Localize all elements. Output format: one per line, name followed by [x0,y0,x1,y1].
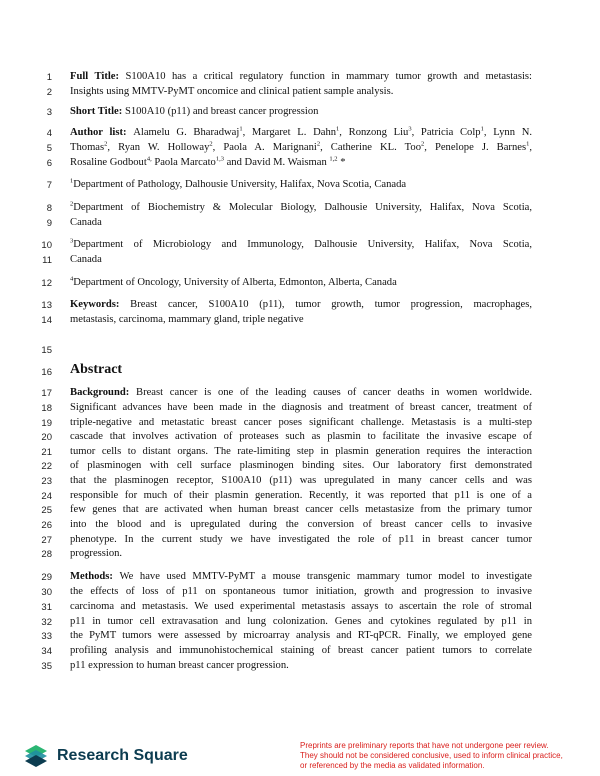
text-line [70,518,532,532]
text-run: Department of Pathology, Dalhousie University, Halifax, Nova Scotia, Canada [73,179,407,190]
affiliation-superscript: 1 [480,126,484,133]
affiliation-superscript: 1 [70,178,74,185]
text-line [70,459,532,473]
text-line [70,489,532,503]
preprint-notice-line: They should not be considered conclusive, used to inform clinical practice, [300,751,563,760]
text-run: Thomas [70,142,105,153]
line-number: 7 [46,180,52,191]
affiliation-superscript: 3 [408,126,412,133]
affiliation-superscript: 2 [104,141,108,148]
line-number: 21 [41,447,52,458]
affiliation-superscript: 1,3 [215,156,224,163]
line-number: 2 [46,87,52,98]
text-line [70,386,532,400]
text-line [70,216,532,230]
line-number: 23 [41,476,52,487]
line-number: 32 [41,617,52,628]
affiliation-superscript: 2 [209,141,213,148]
text-line [70,156,532,170]
text-run: that the plasminogen receptor, S100A10 (p11) was upregulated in many cancer cells and was [70,475,532,486]
line-number: 24 [41,491,52,502]
field-label: Methods: [70,571,120,582]
line-number: 6 [46,158,52,169]
text-run: p11 expression to human breast cancer progression. [70,660,289,671]
line-number: 9 [46,218,52,229]
text-run: tumor cells to distant organs. The rate-limiting step in plasmin generation requires the interaction [70,446,532,457]
text-run: the PyMT tumors were assessed by microarray analysis and RT-qPCR. Finally, we employed gene [70,630,532,641]
text-line [70,126,532,140]
text-line [70,474,532,488]
text-run: S100A10 has a critical regulatory function in mammary tumor growth and metastasis: [125,71,532,82]
text-run: triple-negative and metastatic breast cancer poses significant challenge. Metastasis is a multi-step [70,417,532,428]
field-label: Short Title: [70,106,125,117]
text-line [70,363,532,378]
preprint-notice [300,741,600,771]
line-number: 26 [41,520,52,531]
text-run: Canada [70,217,102,228]
text-run: the effects of loss of p11 on spontaneous tumor initiation, growth and progression to invasive [70,586,532,597]
text-run: Breast cancer, S100A10 (p11), tumor growth, tumor progression, macrophages, [130,299,532,310]
field-label: Keywords: [70,299,131,310]
text-run: , Penelope J. Barnes [424,142,527,153]
text-run: , Lynn N. [483,127,532,138]
affiliation-superscript: 1 [526,141,530,148]
text-line [70,85,532,99]
line-number: 11 [42,255,52,266]
text-line [70,533,532,547]
text-run: Department of Microbiology and Immunology, Dalhousie University, Halifax, Nova Scotia, [73,239,532,250]
text-run: Department of Biochemistry & Molecular Biology, Dalhousie University, Halifax, Nova Scotia, [73,202,532,213]
affiliation-superscript: 2 [316,141,321,148]
line-number: 3 [46,107,52,118]
affiliation-superscript: 1 [239,126,243,133]
text-run: profiling analysis and immunohistochemical staining of breast cancer patient tumors to correlate [70,645,532,656]
text-line [70,253,532,267]
line-number: 35 [41,661,52,672]
text-line [70,503,532,517]
preprint-notice-line: or referenced by the media as validated information. [300,761,485,770]
line-number: 17 [41,388,52,399]
text-line [70,430,532,444]
text-run: Paola Marcato [151,157,216,168]
line-number: 22 [41,461,52,472]
text-line [70,401,532,415]
text-run: Alamelu G. Bharadwaj [133,127,240,138]
brand-name: Research Square [57,747,188,764]
text-run: Department of Oncology, University of Alberta, Edmonton, Alberta, Canada [73,277,397,288]
text-run: , Catherine KL. Too [320,142,421,153]
text-line [70,238,532,252]
text-run: * [337,157,346,168]
affiliation-superscript: 3 [70,238,74,245]
text-run: Canada [70,254,102,265]
text-line [70,70,532,84]
text-line [70,600,532,614]
text-line [70,629,532,643]
text-line [70,416,532,430]
line-number: 13 [41,300,52,311]
text-run: , Ryan W. Holloway [107,142,210,153]
text-run: phenotype. In the current study we have investigated the role of p11 in breast cancer tumor [70,534,532,545]
line-number: 1 [46,72,52,83]
line-number: 33 [41,631,52,642]
text-run: of plasminogen with cell surface plasminogen binding sites. Our laboratory first demonstrated [70,460,532,471]
text-run: We have used MMTV-PyMT a mouse transgenic mammary tumor model to investigate [119,571,532,582]
text-line [70,105,532,119]
text-run: Rosaline Godbout [70,157,147,168]
line-number: 29 [41,572,52,583]
text-run: , Patricia Colp [411,127,481,138]
text-line [70,445,532,459]
research-square-logo-icon [23,743,49,769]
text-line [70,313,532,327]
line-number: 14 [41,315,52,326]
text-run: responsible for much of their plasmin generation. Recently, it was reported that p11 is one of a [70,490,532,501]
text-run: Breast cancer is one of the leading causes of cancer deaths in women worldwide. [136,387,532,398]
field-label: Background: [70,387,136,398]
text-run: , Margaret L. Dahn [242,127,337,138]
section-heading: Abstract [70,363,123,377]
text-line [70,141,532,155]
preprint-notice-line: Preprints are preliminary reports that have not undergone peer review. [300,741,549,750]
text-run: , Paola A. Marignani [212,142,317,153]
line-number: 31 [41,602,52,613]
line-number: 12 [41,278,52,289]
affiliation-superscript: 2 [70,201,74,208]
text-run: S100A10 (p11) and breast cancer progression [124,106,319,117]
affiliation-superscript: 4 [70,276,74,283]
research-square-logo[interactable] [23,743,188,769]
text-line [70,644,532,658]
text-line [70,276,532,290]
text-run: few genes that are activated when human breast cancer cells metastasize from the primary tumor [70,504,532,515]
line-number: 16 [41,367,52,378]
text-line [70,547,532,561]
line-number: 18 [41,403,52,414]
line-number: 5 [46,143,52,154]
text-line [70,659,532,673]
line-number: 15 [41,345,52,356]
line-number: 25 [41,505,52,516]
text-run: metastasis, carcinoma, mammary gland, triple negative [70,314,304,325]
line-number: 27 [41,535,52,546]
line-number: 4 [46,128,52,139]
affiliation-superscript: 4, [146,156,152,163]
text-run: p11 in tumor cell extravasation and lung colonization. Genes and cytokines regulated by p11 in [70,616,532,627]
text-run: Insights using MMTV-PyMT oncomice and clinical patient sample analysis. [70,86,394,97]
affiliation-superscript: 1,2 [329,156,338,163]
line-number: 30 [41,587,52,598]
text-run: and David M. Waisman [223,157,330,168]
line-number: 28 [41,549,52,560]
text-line [70,201,532,215]
text-line [70,570,532,584]
line-number: 20 [41,432,52,443]
text-run: cascade that involves activation of proteases such as plasmin to facilitate the invasive escape of [70,431,532,442]
affiliation-superscript: 2 [421,141,425,148]
text-line [70,298,532,312]
text-run: into the blood and is upregulated during the conversion of breast cancer cells to invasive [70,519,532,530]
line-number: 8 [46,203,52,214]
field-label: Author list: [70,127,134,138]
text-run: carcinoma and metastasis. We used experimental metastasis assays to ascertain the role of stromal [70,601,532,612]
affiliation-superscript: 1 [336,126,340,133]
text-run: Significant advances have been made in the diagnosis and treatment of breast cancer, treatment of [70,402,532,413]
line-number: 10 [41,240,52,251]
text-line [70,178,532,192]
text-line [70,615,532,629]
text-run: , Ronzong Liu [339,127,409,138]
text-line [70,585,532,599]
line-number: 19 [41,418,52,429]
text-run: progression. [70,548,123,559]
line-number: 34 [41,646,52,657]
text-run: , [529,142,532,153]
field-label: Full Title: [70,71,126,82]
